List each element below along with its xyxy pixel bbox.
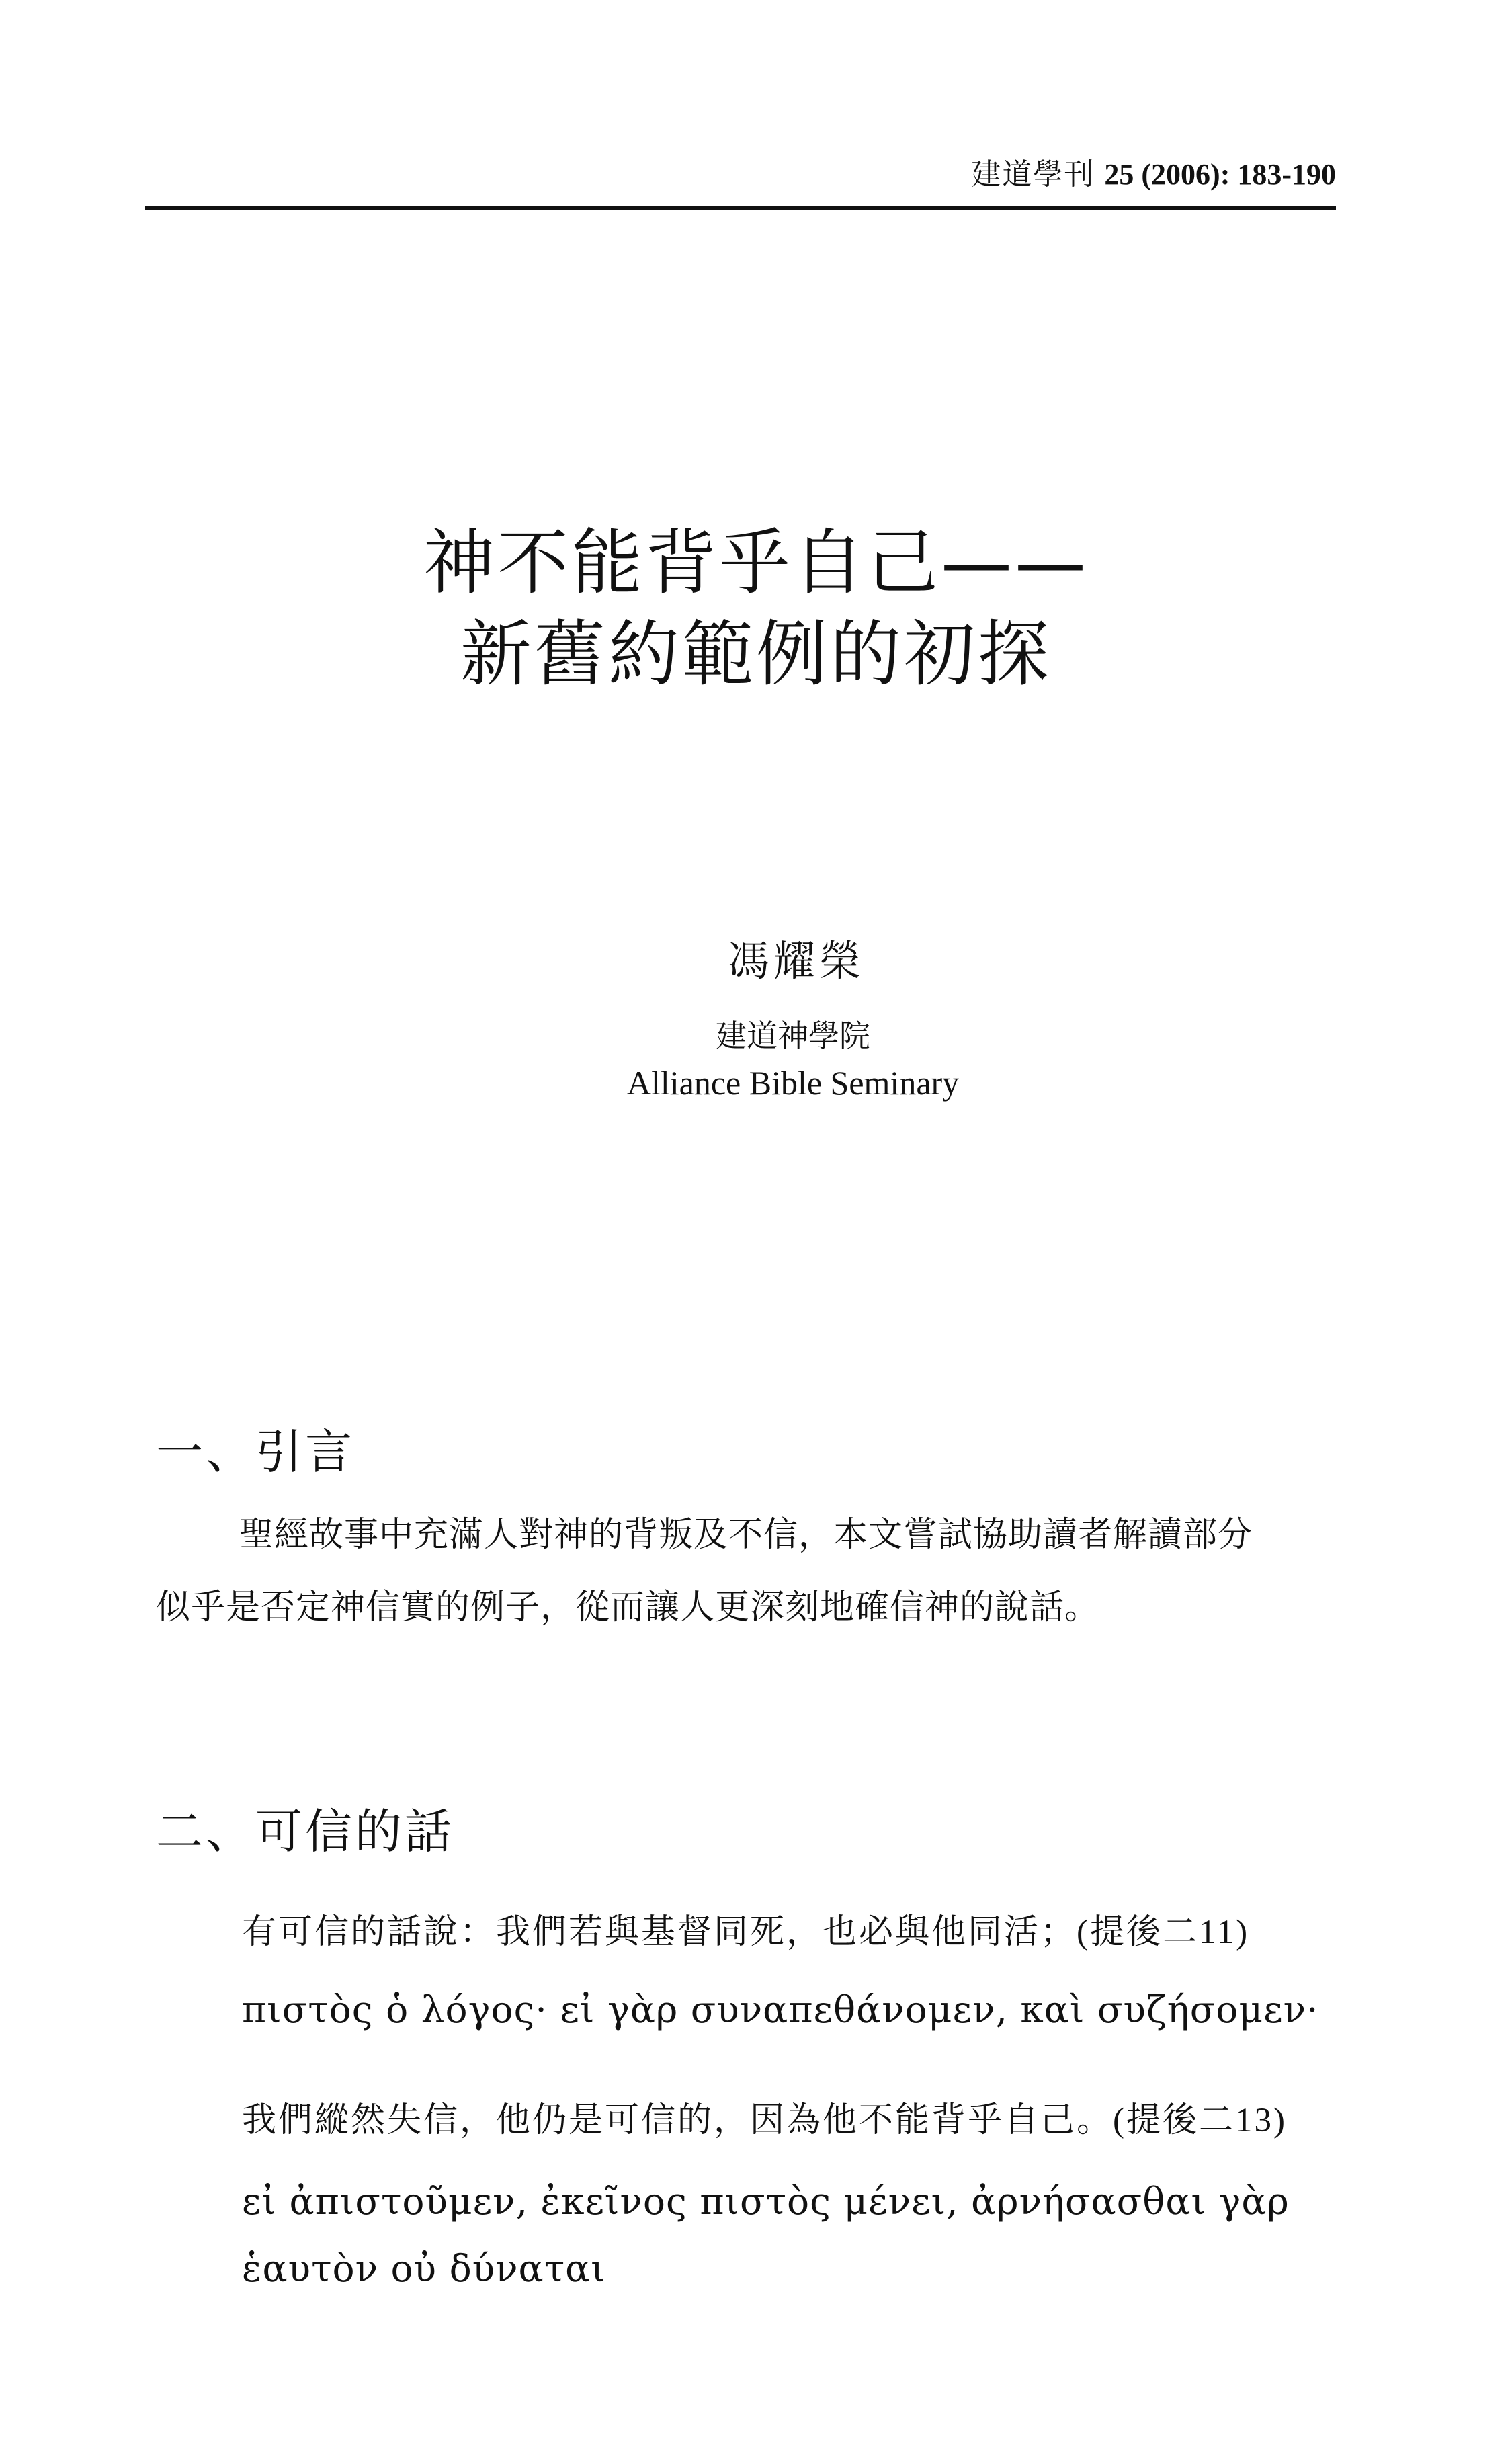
author-block	[0, 934, 1512, 1105]
scripture-reference: (提後二13)	[1113, 2102, 1287, 2139]
section-heading-introduction: 一、引言	[156, 1424, 355, 1479]
affiliation-chinese: 建道神學院	[716, 1018, 870, 1054]
affiliation-english: Alliance Bible Seminary	[626, 1064, 960, 1102]
paragraph-line: 聖經故事中充滿人對神的背叛及不信，本文嘗試協助讀者解讀部分	[239, 1515, 1253, 1555]
quote-text: 有可信的話說：我們若與基督同死，也必與他同活；	[242, 1912, 1077, 1952]
article-title	[0, 518, 1512, 700]
running-head	[971, 156, 1336, 194]
scripture-reference: (提後二11)	[1077, 1914, 1250, 1951]
introduction-paragraph	[156, 1499, 1345, 1644]
quote-greek: πιστὸς ὁ λόγος· εἰ γὰρ συναπεθάνομεν, καὶ συζήσομεν·	[242, 1988, 1319, 2031]
header-rule	[145, 206, 1336, 210]
volume-info: 25 (2006): 183-190	[1104, 158, 1336, 191]
quote-chinese	[242, 2097, 1351, 2144]
section-heading-trustworthy-saying: 二、可信的話	[156, 1804, 454, 1859]
quote-text: 我們縱然失信，他仍是可信的，因為他不能背乎自己。	[242, 2100, 1114, 2140]
journal-name: 建道學刊	[971, 157, 1095, 192]
paragraph-line: 似乎是否定神信實的例子，從而讓人更深刻地確信神的說話。	[156, 1588, 1100, 1627]
quote-greek: εἰ ἀπιστοῦμεν, ἐκεῖνος πιστὸς μένει, ἀρνήσασθαι γὰρ ἑαυτὸν οὐ δύναται	[242, 2180, 1290, 2290]
title-line-1: 神不能背乎自己——	[423, 522, 1089, 604]
author-name: 馮耀榮	[727, 936, 865, 985]
title-line-2: 新舊約範例的初探	[460, 613, 1052, 696]
quote-chinese	[242, 1909, 1351, 1956]
